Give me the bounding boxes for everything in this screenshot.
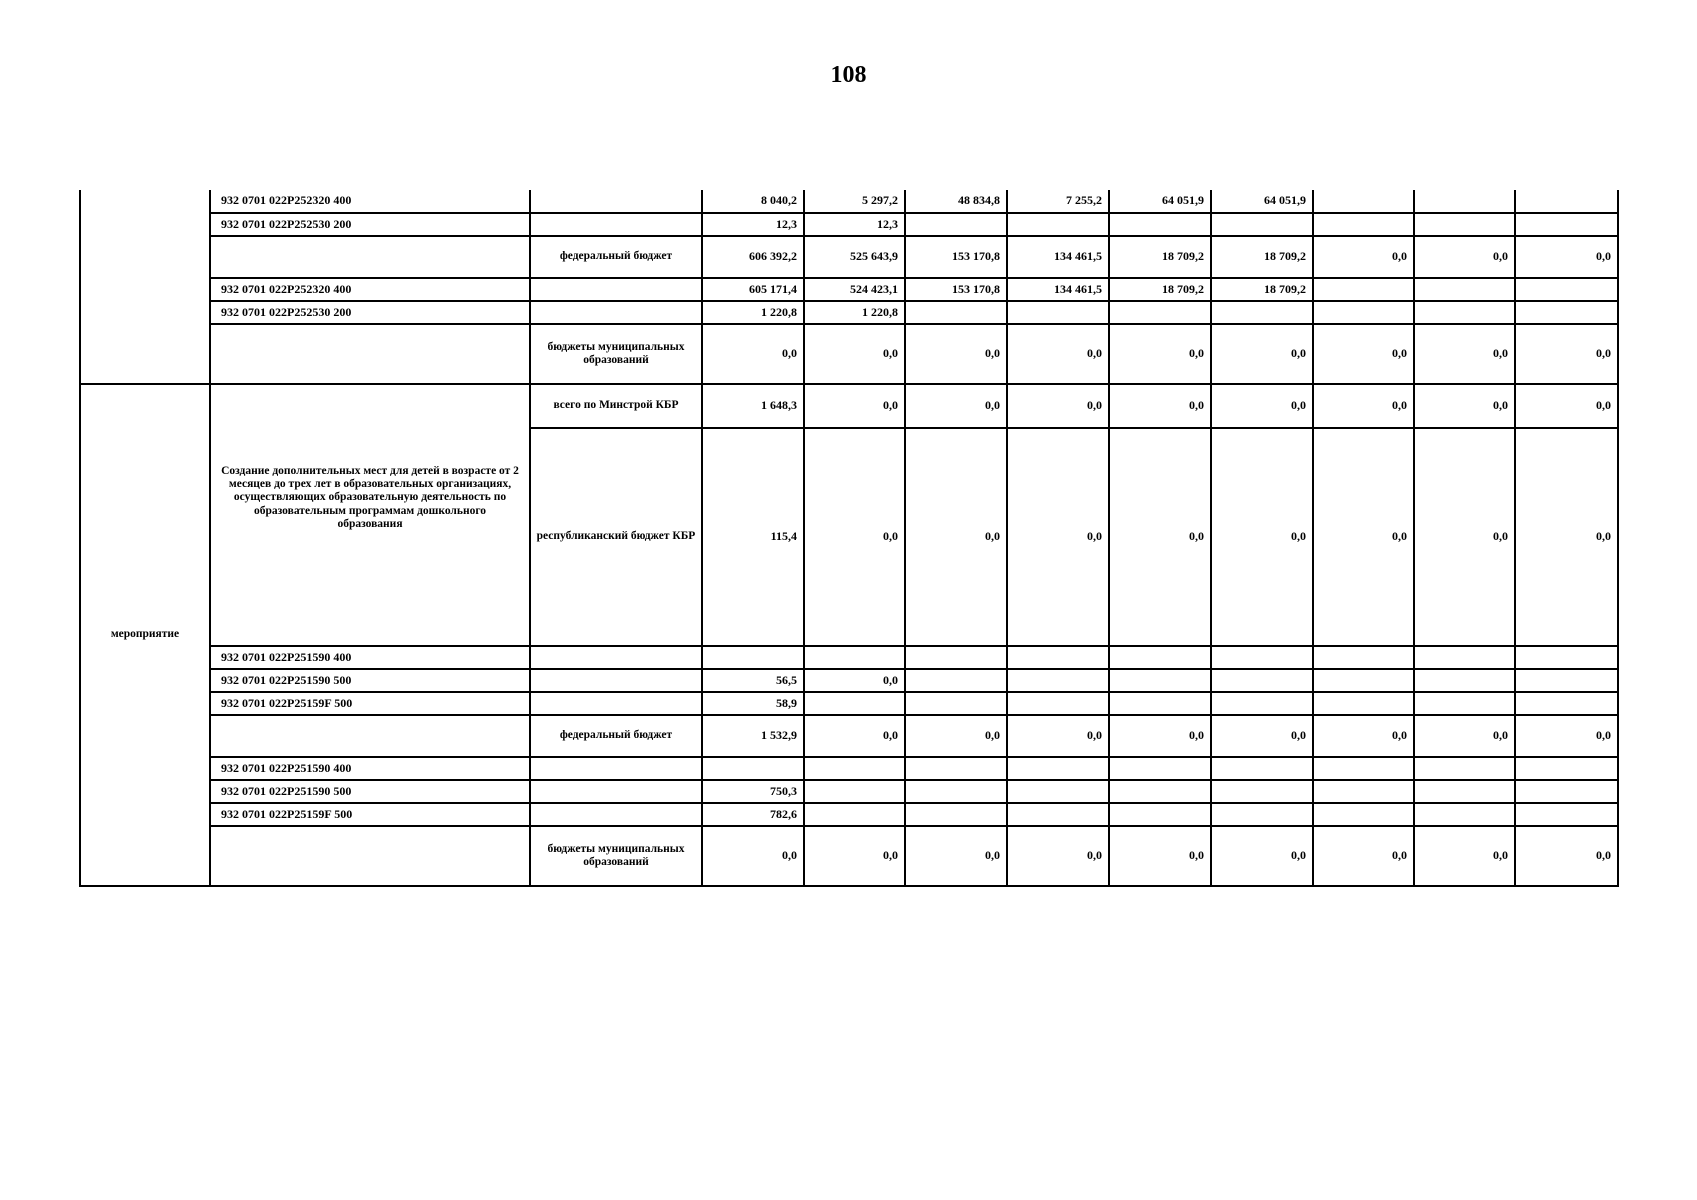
value-cell: 18 709,2	[1211, 278, 1313, 301]
table-row	[80, 669, 1618, 692]
event-title: Создание дополнительных мест для детей в возрасте от 2 месяцев до трех лет в образовательных организациях, осуществляющих образовательную деятельность по образовательным программам дошкольного образования	[221, 465, 519, 530]
value-cell	[1313, 301, 1414, 324]
budget-code: 932 0701 022P252320 400	[210, 190, 530, 213]
value-cell: 0,0	[1313, 324, 1414, 384]
value-cell	[1007, 803, 1109, 826]
budget-code: 932 0701 022P251590 500	[210, 669, 530, 692]
value-cell: 0,0	[905, 715, 1007, 757]
value-cell: 134 461,5	[1007, 236, 1109, 278]
funding-source: бюджеты муниципальных образований	[530, 324, 702, 384]
table-row	[80, 692, 1618, 715]
funding-source	[530, 301, 702, 324]
funding-source: всего по Минстрой КБР	[530, 384, 702, 428]
value-cell	[1211, 780, 1313, 803]
budget-code: 932 0701 022P252320 400	[210, 278, 530, 301]
value-cell: 115,4	[702, 428, 804, 646]
funding-source: федеральный бюджет	[530, 715, 702, 757]
value-cell	[1515, 278, 1618, 301]
value-cell: 0,0	[1313, 236, 1414, 278]
value-cell: 0,0	[1313, 826, 1414, 886]
value-cell	[702, 757, 804, 780]
funding-source	[530, 646, 702, 669]
value-cell	[1313, 669, 1414, 692]
value-cell: 0,0	[1109, 324, 1211, 384]
value-cell: 8 040,2	[702, 190, 804, 213]
value-cell	[1313, 213, 1414, 236]
value-cell: 0,0	[1313, 715, 1414, 757]
value-cell	[1515, 669, 1618, 692]
value-cell	[1414, 780, 1515, 803]
value-cell: 0,0	[1211, 428, 1313, 646]
value-cell: 5 297,2	[804, 190, 905, 213]
value-cell	[1313, 278, 1414, 301]
value-cell	[905, 780, 1007, 803]
value-cell	[1414, 757, 1515, 780]
value-cell	[1211, 213, 1313, 236]
value-cell	[1414, 278, 1515, 301]
value-cell	[1313, 780, 1414, 803]
value-cell: 0,0	[905, 384, 1007, 428]
funding-source: федеральный бюджет	[530, 236, 702, 278]
value-cell: 18 709,2	[1109, 236, 1211, 278]
value-cell	[1515, 301, 1618, 324]
value-cell	[804, 803, 905, 826]
value-cell: 1 532,9	[702, 715, 804, 757]
funding-source: бюджеты муниципальных образований	[530, 826, 702, 886]
table-row	[80, 301, 1618, 324]
value-cell: 1 220,8	[804, 301, 905, 324]
value-cell: 7 255,2	[1007, 190, 1109, 213]
funding-source	[530, 757, 702, 780]
value-cell: 0,0	[1109, 428, 1211, 646]
table-row	[80, 324, 1618, 384]
value-cell	[1515, 757, 1618, 780]
table-row	[80, 236, 1618, 278]
value-cell	[1313, 646, 1414, 669]
value-cell	[1414, 190, 1515, 213]
value-cell: 0,0	[1007, 428, 1109, 646]
budget-code: 932 0701 022P251590 400	[210, 757, 530, 780]
budget-code: 932 0701 022P252530 200	[210, 301, 530, 324]
table-row	[80, 190, 1618, 213]
funding-source	[530, 669, 702, 692]
funding-source	[530, 190, 702, 213]
funding-source	[530, 803, 702, 826]
value-cell	[804, 757, 905, 780]
value-cell: 0,0	[804, 324, 905, 384]
value-cell: 0,0	[702, 324, 804, 384]
value-cell: 0,0	[1414, 826, 1515, 886]
value-cell	[1109, 780, 1211, 803]
value-cell	[1515, 692, 1618, 715]
value-cell	[905, 669, 1007, 692]
value-cell: 0,0	[804, 715, 905, 757]
budget-code	[210, 826, 530, 886]
value-cell: 0,0	[1211, 384, 1313, 428]
value-cell: 0,0	[1515, 324, 1618, 384]
value-cell	[804, 692, 905, 715]
value-cell: 0,0	[1007, 384, 1109, 428]
budget-code: 932 0701 022P252530 200	[210, 213, 530, 236]
value-cell: 605 171,4	[702, 278, 804, 301]
value-cell: 0,0	[1007, 826, 1109, 886]
value-cell: 48 834,8	[905, 190, 1007, 213]
value-cell: 0,0	[804, 428, 905, 646]
value-cell	[1313, 803, 1414, 826]
value-cell: 0,0	[905, 324, 1007, 384]
budget-code: 932 0701 022P25159F 500	[210, 692, 530, 715]
value-cell	[1211, 646, 1313, 669]
value-cell	[905, 213, 1007, 236]
value-cell	[1109, 213, 1211, 236]
value-cell: 0,0	[1414, 428, 1515, 646]
table-row	[80, 213, 1618, 236]
page-number: 108	[830, 62, 867, 88]
table-row	[80, 384, 1618, 428]
value-cell: 0,0	[702, 826, 804, 886]
value-cell	[1007, 669, 1109, 692]
value-cell	[1007, 780, 1109, 803]
value-cell: 0,0	[1414, 715, 1515, 757]
value-cell: 0,0	[905, 428, 1007, 646]
value-cell: 56,5	[702, 669, 804, 692]
value-cell: 134 461,5	[1007, 278, 1109, 301]
value-cell: 0,0	[1313, 384, 1414, 428]
value-cell	[1313, 692, 1414, 715]
value-cell: 64 051,9	[1109, 190, 1211, 213]
value-cell: 0,0	[1007, 715, 1109, 757]
value-cell	[804, 646, 905, 669]
value-cell	[1007, 646, 1109, 669]
value-cell	[1109, 757, 1211, 780]
event-level-label: мероприятие	[80, 384, 210, 886]
value-cell: 18 709,2	[1211, 236, 1313, 278]
value-cell: 0,0	[1515, 826, 1618, 886]
budget-code	[210, 236, 530, 278]
value-cell	[1414, 301, 1515, 324]
value-cell	[804, 780, 905, 803]
value-cell: 524 423,1	[804, 278, 905, 301]
level-cell-empty	[80, 190, 210, 384]
event-description	[210, 384, 530, 646]
value-cell: 1 220,8	[702, 301, 804, 324]
value-cell: 58,9	[702, 692, 804, 715]
value-cell	[1414, 646, 1515, 669]
budget-code	[210, 715, 530, 757]
table-row	[80, 715, 1618, 757]
value-cell: 0,0	[1313, 428, 1414, 646]
value-cell	[1414, 803, 1515, 826]
value-cell	[1109, 803, 1211, 826]
value-cell	[1414, 692, 1515, 715]
value-cell	[1313, 757, 1414, 780]
value-cell	[1109, 692, 1211, 715]
value-cell	[1515, 190, 1618, 213]
value-cell: 0,0	[1211, 324, 1313, 384]
funding-source: республиканский бюджет КБР	[530, 428, 702, 646]
value-cell	[1211, 692, 1313, 715]
funding-source	[530, 780, 702, 803]
value-cell	[1007, 213, 1109, 236]
value-cell	[1007, 301, 1109, 324]
value-cell: 0,0	[804, 826, 905, 886]
value-cell: 0,0	[1211, 715, 1313, 757]
value-cell: 0,0	[1414, 384, 1515, 428]
value-cell: 0,0	[1109, 715, 1211, 757]
value-cell	[905, 803, 1007, 826]
value-cell: 18 709,2	[1109, 278, 1211, 301]
value-cell: 1 648,3	[702, 384, 804, 428]
value-cell	[1109, 669, 1211, 692]
value-cell: 0,0	[905, 826, 1007, 886]
value-cell: 782,6	[702, 803, 804, 826]
value-cell: 64 051,9	[1211, 190, 1313, 213]
value-cell	[905, 646, 1007, 669]
table-row	[80, 278, 1618, 301]
table-row	[80, 803, 1618, 826]
value-cell	[1007, 757, 1109, 780]
value-cell: 0,0	[1109, 826, 1211, 886]
value-cell	[1515, 803, 1618, 826]
value-cell: 0,0	[804, 669, 905, 692]
value-cell: 0,0	[1414, 324, 1515, 384]
value-cell	[1515, 213, 1618, 236]
value-cell: 0,0	[1109, 384, 1211, 428]
value-cell	[702, 646, 804, 669]
budget-code: 932 0701 022P25159F 500	[210, 803, 530, 826]
value-cell	[1414, 669, 1515, 692]
value-cell	[1211, 757, 1313, 780]
value-cell	[905, 692, 1007, 715]
funding-source	[530, 278, 702, 301]
value-cell: 0,0	[804, 384, 905, 428]
value-cell	[1515, 780, 1618, 803]
budget-code	[210, 324, 530, 384]
value-cell: 0,0	[1414, 236, 1515, 278]
funding-source	[530, 692, 702, 715]
value-cell	[1109, 301, 1211, 324]
funding-source	[530, 213, 702, 236]
budget-code: 932 0701 022P251590 400	[210, 646, 530, 669]
value-cell: 0,0	[1007, 324, 1109, 384]
value-cell: 0,0	[1211, 826, 1313, 886]
value-cell: 750,3	[702, 780, 804, 803]
table-row	[80, 646, 1618, 669]
value-cell	[1109, 646, 1211, 669]
value-cell: 12,3	[702, 213, 804, 236]
value-cell	[905, 757, 1007, 780]
value-cell	[1313, 190, 1414, 213]
value-cell	[1515, 646, 1618, 669]
value-cell: 153 170,8	[905, 278, 1007, 301]
value-cell	[1007, 692, 1109, 715]
value-cell: 606 392,2	[702, 236, 804, 278]
value-cell: 0,0	[1515, 428, 1618, 646]
value-cell: 0,0	[1515, 236, 1618, 278]
value-cell: 525 643,9	[804, 236, 905, 278]
budget-table	[79, 190, 1619, 887]
table-row	[80, 826, 1618, 886]
value-cell	[905, 301, 1007, 324]
table-row	[80, 780, 1618, 803]
value-cell	[1414, 213, 1515, 236]
value-cell: 153 170,8	[905, 236, 1007, 278]
table-row	[80, 757, 1618, 780]
value-cell	[1211, 301, 1313, 324]
value-cell: 12,3	[804, 213, 905, 236]
budget-code: 932 0701 022P251590 500	[210, 780, 530, 803]
value-cell	[1211, 669, 1313, 692]
value-cell: 0,0	[1515, 384, 1618, 428]
value-cell: 0,0	[1515, 715, 1618, 757]
value-cell	[1211, 803, 1313, 826]
